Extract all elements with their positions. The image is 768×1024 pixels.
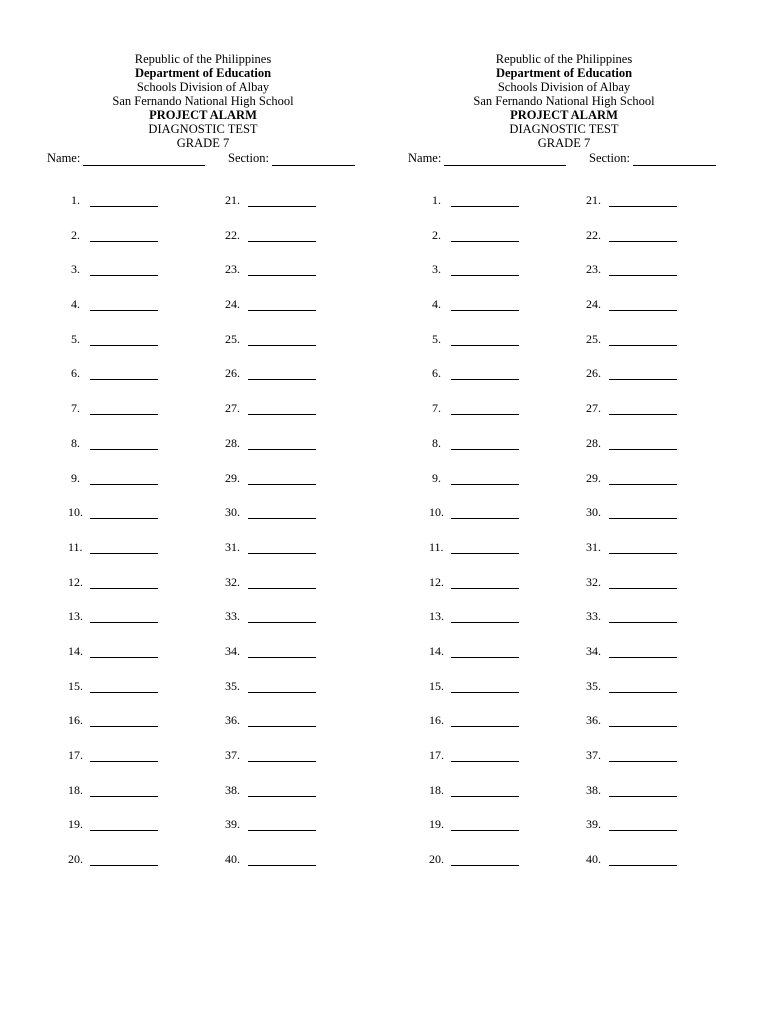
item-number: 2. — [71, 227, 80, 242]
answer-blank — [248, 230, 316, 242]
answer-blank — [609, 299, 677, 311]
item-number: 9. — [432, 470, 441, 485]
item-number: 25. — [586, 331, 601, 346]
answer-item — [225, 401, 316, 436]
answer-grid — [22, 193, 384, 893]
item-number: 11. — [429, 539, 444, 554]
header-school: San Fernando National High School — [112, 94, 294, 108]
answer-blank — [248, 507, 316, 519]
item-number: 23. — [586, 262, 601, 277]
answer-blank — [451, 195, 519, 207]
answer-blank — [248, 611, 316, 623]
header-department: Department of Education — [495, 66, 633, 80]
item-number: 37. — [225, 748, 240, 762]
answer-item — [225, 297, 316, 332]
header-project: PROJECT ALARM — [510, 108, 618, 122]
answer-item — [225, 575, 316, 610]
answer-item — [429, 436, 519, 471]
item-number: 22. — [225, 227, 240, 242]
answer-item — [68, 540, 158, 575]
answer-item — [225, 540, 316, 575]
item-number: 19. — [68, 817, 83, 832]
answer-item — [68, 748, 158, 783]
answer-blank — [609, 438, 677, 450]
answer-item — [429, 817, 519, 852]
answer-item — [225, 366, 316, 401]
item-number: 10. — [68, 505, 83, 520]
answer-blank — [609, 577, 677, 589]
item-number: 29. — [225, 470, 240, 485]
section-label: Section: — [228, 151, 269, 165]
header-school: San Fernando National High School — [473, 94, 655, 108]
answer-blank — [248, 819, 316, 831]
item-number: 5. — [71, 331, 80, 346]
answer-blank — [248, 264, 316, 276]
answer-blank — [451, 646, 519, 658]
answer-item — [586, 401, 677, 436]
item-number: 33. — [225, 609, 240, 624]
answer-blank — [90, 264, 158, 276]
answer-blank — [609, 819, 677, 831]
item-number: 39. — [225, 817, 240, 832]
answer-blank — [609, 715, 677, 727]
answer-item — [68, 817, 158, 852]
header-grade: GRADE 7 — [537, 136, 591, 150]
answer-blank — [451, 438, 519, 450]
answer-item — [429, 401, 519, 436]
answer-item — [586, 505, 677, 540]
header-republic: Republic of the Philippines — [495, 52, 633, 66]
item-number: 17. — [429, 748, 444, 762]
name-blank — [444, 153, 566, 166]
answer-blank — [248, 403, 316, 415]
answer-item — [225, 817, 316, 852]
answer-blank — [609, 611, 677, 623]
item-number: 20. — [429, 852, 444, 867]
item-number: 7. — [71, 401, 80, 416]
answer-item — [68, 644, 158, 679]
answer-blank — [248, 368, 316, 380]
item-number: 17. — [68, 748, 83, 762]
item-number: 38. — [225, 782, 240, 797]
item-number: 37. — [586, 748, 601, 762]
answer-blank — [451, 819, 519, 831]
answer-item — [429, 644, 519, 679]
answer-blank — [248, 334, 316, 346]
answer-blank — [248, 854, 316, 866]
item-number: 23. — [225, 262, 240, 277]
item-number: 36. — [586, 713, 601, 728]
answer-blank — [90, 230, 158, 242]
answer-blank — [451, 230, 519, 242]
answer-item — [429, 471, 519, 506]
answer-blank — [90, 195, 158, 207]
item-number: 35. — [225, 678, 240, 693]
item-number: 13. — [429, 609, 444, 624]
answer-item — [429, 852, 519, 887]
item-number: 16. — [68, 713, 83, 728]
answer-blank — [609, 264, 677, 276]
answer-item — [68, 505, 158, 540]
answer-item — [586, 575, 677, 610]
item-number: 36. — [225, 713, 240, 728]
answer-column-1 — [68, 193, 158, 887]
answer-sheet-right — [383, 52, 745, 867]
item-number: 30. — [225, 505, 240, 520]
answer-item — [429, 193, 519, 228]
answer-blank — [248, 299, 316, 311]
answer-item — [225, 332, 316, 367]
answer-item — [68, 471, 158, 506]
name-label: Name: — [408, 151, 442, 165]
answer-item — [68, 366, 158, 401]
answer-item — [586, 713, 677, 748]
item-number: 4. — [432, 297, 441, 312]
name-field — [47, 150, 205, 166]
item-number: 4. — [71, 297, 80, 312]
item-number: 8. — [71, 435, 80, 450]
item-number: 6. — [71, 366, 80, 381]
answer-blank — [451, 750, 519, 762]
answer-blank — [248, 715, 316, 727]
answer-item — [429, 228, 519, 263]
answer-blank — [451, 264, 519, 276]
answer-item — [586, 262, 677, 297]
answer-blank — [451, 368, 519, 380]
item-number: 34. — [225, 643, 240, 658]
item-number: 26. — [225, 366, 240, 381]
answer-item — [586, 332, 677, 367]
answer-item — [586, 436, 677, 471]
item-number: 3. — [432, 262, 441, 277]
answer-item — [429, 575, 519, 610]
name-section-line — [22, 150, 384, 166]
answer-item — [429, 713, 519, 748]
answer-blank — [451, 473, 519, 485]
answer-item — [225, 748, 316, 783]
item-number: 9. — [71, 470, 80, 485]
answer-item — [429, 366, 519, 401]
answer-blank — [90, 368, 158, 380]
item-number: 15. — [429, 678, 444, 693]
answer-item — [429, 297, 519, 332]
item-number: 33. — [586, 609, 601, 624]
answer-item — [68, 262, 158, 297]
answer-item — [586, 609, 677, 644]
name-blank — [83, 153, 205, 166]
answer-blank — [609, 646, 677, 658]
item-number: 13. — [68, 609, 83, 624]
answer-blank — [609, 334, 677, 346]
answer-blank — [451, 785, 519, 797]
answer-blank — [609, 854, 677, 866]
answer-item — [586, 817, 677, 852]
answer-item — [68, 193, 158, 228]
answer-item — [586, 852, 677, 887]
answer-item — [225, 505, 316, 540]
answer-column-2 — [225, 193, 316, 887]
answer-item — [225, 713, 316, 748]
answer-item — [68, 609, 158, 644]
item-number: 32. — [225, 574, 240, 589]
answer-item — [586, 297, 677, 332]
item-number: 12. — [68, 574, 83, 589]
item-number: 1. — [71, 193, 80, 207]
answer-blank — [90, 507, 158, 519]
answer-item — [429, 540, 519, 575]
item-number: 21. — [225, 193, 240, 207]
answer-item — [225, 228, 316, 263]
answer-blank — [248, 542, 316, 554]
answer-item — [225, 644, 316, 679]
answer-column-1 — [429, 193, 519, 887]
answer-blank — [609, 403, 677, 415]
answer-item — [225, 783, 316, 818]
answer-blank — [90, 681, 158, 693]
answer-blank — [451, 299, 519, 311]
item-number: 26. — [586, 366, 601, 381]
answer-blank — [451, 715, 519, 727]
item-number: 38. — [586, 782, 601, 797]
header-grade: GRADE 7 — [176, 136, 230, 150]
item-number: 11. — [68, 539, 83, 554]
answer-blank — [90, 438, 158, 450]
item-number: 29. — [586, 470, 601, 485]
answer-blank — [451, 681, 519, 693]
answer-grid — [383, 193, 745, 893]
answer-blank — [248, 577, 316, 589]
answer-blank — [451, 854, 519, 866]
item-number: 8. — [432, 435, 441, 450]
item-number: 39. — [586, 817, 601, 832]
item-number: 10. — [429, 505, 444, 520]
answer-blank — [451, 577, 519, 589]
item-number: 31. — [225, 539, 240, 554]
answer-blank — [90, 854, 158, 866]
item-number: 5. — [432, 331, 441, 346]
item-number: 7. — [432, 401, 441, 416]
answer-blank — [248, 646, 316, 658]
item-number: 20. — [68, 852, 83, 867]
item-number: 6. — [432, 366, 441, 381]
answer-sheet-left — [22, 52, 384, 867]
item-number: 34. — [586, 643, 601, 658]
answer-item — [586, 748, 677, 783]
item-number: 28. — [586, 435, 601, 450]
item-number: 25. — [225, 331, 240, 346]
answer-blank — [609, 542, 677, 554]
answer-blank — [609, 681, 677, 693]
item-number: 21. — [586, 193, 601, 207]
answer-item — [225, 262, 316, 297]
answer-blank — [451, 334, 519, 346]
item-number: 31. — [586, 539, 601, 554]
answer-blank — [248, 438, 316, 450]
answer-blank — [609, 230, 677, 242]
answer-blank — [609, 473, 677, 485]
answer-item — [586, 644, 677, 679]
answer-item — [429, 609, 519, 644]
item-number: 27. — [586, 401, 601, 416]
answer-blank — [248, 195, 316, 207]
answer-item — [68, 332, 158, 367]
answer-item — [68, 297, 158, 332]
item-number: 27. — [225, 401, 240, 416]
answer-blank — [248, 785, 316, 797]
sheet-header — [22, 52, 384, 150]
section-blank — [272, 153, 355, 166]
answer-item — [586, 783, 677, 818]
answer-blank — [90, 819, 158, 831]
section-field — [228, 150, 355, 166]
answer-blank — [90, 473, 158, 485]
answer-item — [429, 332, 519, 367]
header-test: DIAGNOSTIC TEST — [148, 122, 258, 136]
header-division: Schools Division of Albay — [497, 80, 631, 94]
item-number: 30. — [586, 505, 601, 520]
answer-item — [225, 679, 316, 714]
item-number: 19. — [429, 817, 444, 832]
item-number: 12. — [429, 574, 444, 589]
section-label: Section: — [589, 151, 630, 165]
answer-blank — [90, 403, 158, 415]
answer-blank — [609, 507, 677, 519]
answer-item — [586, 228, 677, 263]
item-number: 18. — [68, 782, 83, 797]
answer-item — [225, 436, 316, 471]
answer-item — [68, 713, 158, 748]
item-number: 1. — [432, 193, 441, 207]
answer-blank — [609, 195, 677, 207]
answer-item — [225, 609, 316, 644]
header-project: PROJECT ALARM — [149, 108, 257, 122]
item-number: 32. — [586, 574, 601, 589]
answer-item — [429, 748, 519, 783]
item-number: 24. — [225, 297, 240, 312]
answer-item — [225, 193, 316, 228]
answer-blank — [248, 473, 316, 485]
item-number: 40. — [586, 852, 601, 867]
answer-blank — [609, 785, 677, 797]
answer-blank — [90, 785, 158, 797]
answer-blank — [609, 750, 677, 762]
item-number: 40. — [225, 852, 240, 867]
item-number: 15. — [68, 678, 83, 693]
section-blank — [633, 153, 716, 166]
answer-item — [68, 679, 158, 714]
answer-item — [225, 852, 316, 887]
answer-blank — [90, 715, 158, 727]
item-number: 3. — [71, 262, 80, 277]
name-label: Name: — [47, 151, 81, 165]
answer-blank — [609, 368, 677, 380]
answer-blank — [248, 750, 316, 762]
name-field — [408, 150, 566, 166]
answer-item — [68, 783, 158, 818]
answer-item — [68, 401, 158, 436]
name-section-line — [383, 150, 745, 166]
header-division: Schools Division of Albay — [136, 80, 270, 94]
answer-blank — [90, 577, 158, 589]
answer-item — [68, 436, 158, 471]
answer-item — [586, 366, 677, 401]
answer-blank — [90, 646, 158, 658]
section-field — [589, 150, 716, 166]
item-number: 14. — [68, 643, 83, 658]
answer-item — [68, 575, 158, 610]
item-number: 18. — [429, 782, 444, 797]
answer-blank — [451, 611, 519, 623]
answer-blank — [90, 611, 158, 623]
answer-item — [429, 262, 519, 297]
header-department: Department of Education — [134, 66, 272, 80]
header-test: DIAGNOSTIC TEST — [509, 122, 619, 136]
answer-blank — [90, 299, 158, 311]
answer-column-2 — [586, 193, 677, 887]
answer-item — [68, 228, 158, 263]
answer-blank — [451, 542, 519, 554]
answer-blank — [90, 542, 158, 554]
answer-blank — [90, 750, 158, 762]
answer-item — [429, 505, 519, 540]
item-number: 28. — [225, 435, 240, 450]
header-republic: Republic of the Philippines — [134, 52, 272, 66]
item-number: 2. — [432, 227, 441, 242]
item-number: 16. — [429, 713, 444, 728]
answer-item — [586, 540, 677, 575]
item-number: 35. — [586, 678, 601, 693]
answer-blank — [451, 403, 519, 415]
answer-item — [225, 471, 316, 506]
item-number: 22. — [586, 227, 601, 242]
answer-blank — [451, 507, 519, 519]
sheet-header — [383, 52, 745, 150]
answer-blank — [248, 681, 316, 693]
answer-item — [429, 783, 519, 818]
answer-item — [68, 852, 158, 887]
answer-item — [586, 471, 677, 506]
answer-item — [586, 679, 677, 714]
item-number: 24. — [586, 297, 601, 312]
answer-item — [429, 679, 519, 714]
answer-item — [586, 193, 677, 228]
answer-blank — [90, 334, 158, 346]
item-number: 14. — [429, 643, 444, 658]
